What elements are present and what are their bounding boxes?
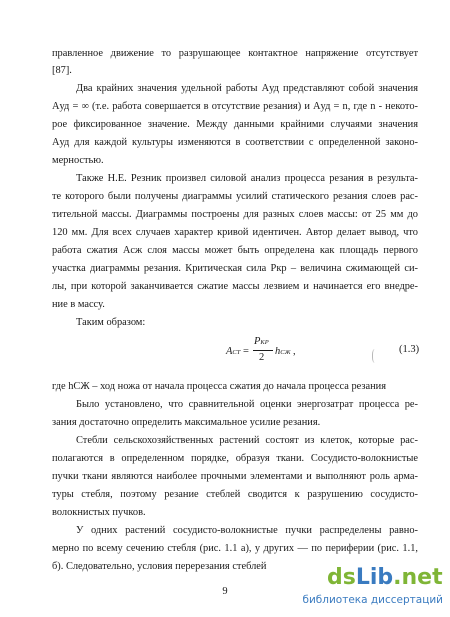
text-line: 120 мм. Для всех случаев характер кривой идентичен. Автор делает вывод, что	[52, 227, 418, 238]
fraction-bar	[253, 350, 273, 351]
formula-comma: ,	[293, 346, 296, 357]
text-line: ние в массу.	[52, 299, 105, 310]
text-line: [87].	[52, 65, 72, 76]
text-line: работа сжатия Aсж слоя массы может быть определена как площадь первого	[52, 245, 418, 256]
text-line: Таким образом:	[76, 317, 146, 328]
text-line: Также Н.Е. Резник произвел силовой анализ процесса резания в результа-	[76, 173, 418, 184]
scan-mark	[372, 349, 379, 363]
equation-1-3	[0, 333, 450, 373]
text-line: Стебли сельскохозяйственных растений состоят из клеток, которые рас-	[76, 435, 418, 446]
text-line: тительной массы. Диаграммы построены для разных слоев массы: от 25 мм до	[52, 209, 418, 220]
text-line: полагаются в определенном порядке, образуя ткани. Сосудисто-волокнистые	[52, 453, 418, 464]
page-number: 9	[222, 586, 228, 597]
text-line: правленное движение то разрушающее контактное напряжение отсутствует	[52, 48, 418, 59]
text-line: Aуд для каждой культуры изменяются в соответствии с определенной законо-	[52, 137, 418, 148]
formula-lhs: AСТ	[226, 346, 241, 357]
text-line: те которого были получены диаграммы усилий статического резания слоев рас-	[52, 191, 418, 202]
text-line: б). Следовательно, условия перерезания стеблей	[52, 561, 267, 572]
text-line: У одних растений сосудисто-волокнистые пучки распределены равно-	[76, 525, 418, 536]
text-line: мерностью.	[52, 155, 104, 166]
formula-denominator: 2	[259, 352, 265, 363]
dslib-logo: dsLib.net	[327, 565, 443, 590]
formula-equals: =	[243, 346, 249, 357]
text-line: Два крайних значения удельной работы Aуд представляют собой значения	[76, 83, 418, 94]
formula-numerator: PКР	[254, 336, 269, 347]
text-line: волокнистых пучков.	[52, 507, 146, 518]
text-line: зания достаточно определить максимальное усилие резания.	[52, 417, 321, 428]
text-line: мерно по всему сечению стебля (рис. 1.1 а), у других — по периферии (рис. 1.1,	[52, 543, 418, 554]
text-line: туры стебля, поэтому резание стеблей сводится к разрушению сосудисто-	[52, 489, 418, 500]
text-line: лы, при которой заканчивается сжатие массы лезвием и начинается его внедре-	[52, 281, 418, 292]
formula-h: hСЖ	[275, 346, 291, 357]
text-line: где hСЖ – ход ножа от начала процесса сжатия до начала процесса резания	[52, 381, 387, 392]
text-line: пучки ткани являются наиболее прочными элементами и выполняют роль арма-	[52, 471, 418, 482]
watermark-subtitle: библиотека диссертаций	[302, 594, 443, 606]
text-line: участка диаграммы резания. Критическая сила Pкр – величина сжимающей си-	[52, 263, 418, 274]
text-line: Было установлено, что сравнительной оценки энергозатрат процесса ре-	[76, 399, 418, 410]
equation-number: (1.3)	[399, 344, 420, 355]
text-line: Aуд = ∞ (т.е. работа совершается в отсутствие резания) и Aуд = n, где n - некото-	[52, 101, 418, 112]
text-line: рое фиксированное значение. Между данными крайними случаями значения	[52, 119, 418, 130]
